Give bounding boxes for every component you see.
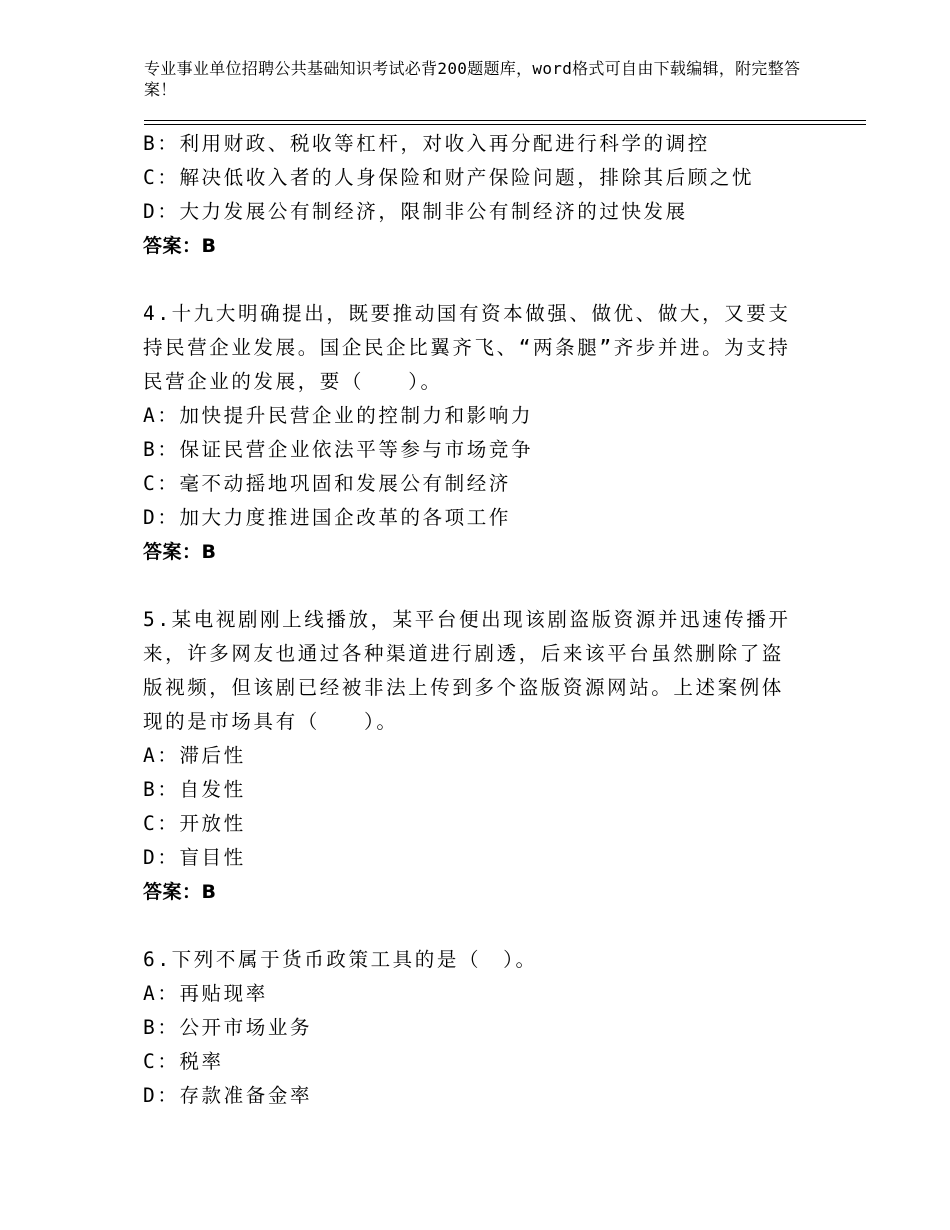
question-stem: 6.下列不属于货币政策工具的是（ ）。 [143, 948, 538, 971]
answer: 答案：B [143, 235, 217, 257]
option-a: A：滞后性 [143, 744, 246, 767]
header-divider [144, 120, 866, 125]
answer: 答案：B [143, 541, 217, 563]
option-c: C：毫不动摇地巩固和发展公有制经济 [143, 472, 511, 495]
option-d: D：加大力度推进国企改革的各项工作 [143, 506, 511, 529]
option-a: A：加快提升民营企业的控制力和影响力 [143, 404, 534, 427]
option-c: C：开放性 [143, 812, 246, 835]
option-b: B：公开市场业务 [143, 1016, 313, 1039]
question-5 [143, 603, 823, 909]
option-d: D：存款准备金率 [143, 1084, 313, 1107]
answer: 答案：B [143, 881, 217, 903]
spacer [143, 263, 823, 297]
option-c: C：税率 [143, 1050, 224, 1073]
question-stem: 5.某电视剧刚上线播放，某平台便出现该剧盗版资源并迅速传播开来，许多网友也通过各种渠道进行剧透，后来该平台虽然删除了盗版视频，但该剧已经被非法上传到多个盗版资源网站。上述案例体现的是市场具有（ ）。 [143, 608, 791, 733]
option-a: A：再贴现率 [143, 982, 268, 1005]
question-4 [143, 297, 823, 569]
question-stem: 4.十九大明确提出，既要推动国有资本做强、做优、做大，又要支持民营企业发展。国企民企比翼齐飞、“两条腿”齐步并进。为支持民营企业的发展，要（ ）。 [143, 302, 791, 393]
page-header: 专业事业单位招聘公共基础知识考试必背200题题库，word格式可自由下载编辑，附完整答案！ [144, 59, 801, 99]
option-b: B：自发性 [143, 778, 246, 801]
option-d: D：盲目性 [143, 846, 246, 869]
spacer [143, 909, 823, 943]
option-c: C：解决低收入者的人身保险和财产保险问题，排除其后顾之忧 [143, 166, 755, 189]
question-3 [143, 127, 823, 263]
option-d: D：大力发展公有制经济，限制非公有制经济的过快发展 [143, 200, 688, 223]
question-6 [143, 943, 823, 1113]
question-list [143, 127, 823, 1113]
spacer [143, 569, 823, 603]
option-b: B：利用财政、税收等杠杆，对收入再分配进行科学的调控 [143, 132, 710, 155]
option-b: B：保证民营企业依法平等参与市场竞争 [143, 438, 534, 461]
